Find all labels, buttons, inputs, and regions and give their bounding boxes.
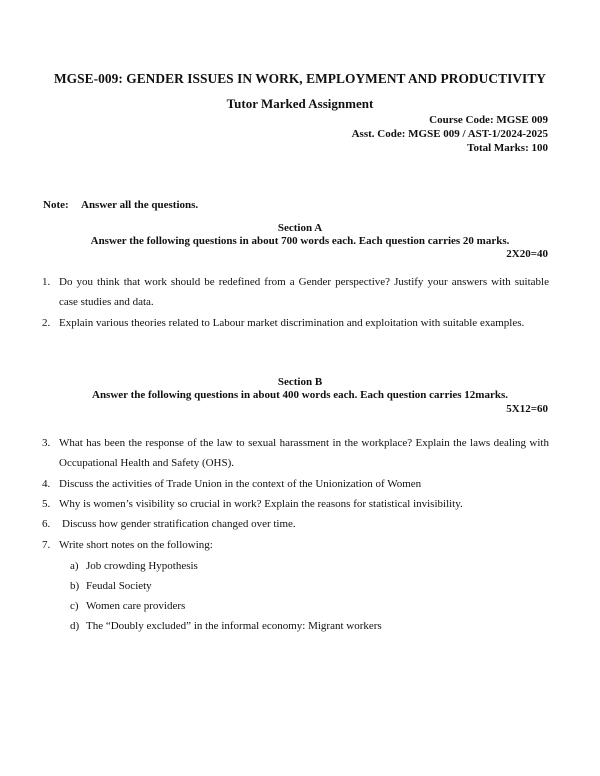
section-a-heading: Section A bbox=[277, 222, 323, 234]
section-b-instruction: Answer the following questions in about 400 words each. Each question carries 12marks. bbox=[92, 389, 508, 401]
sub-item-d bbox=[70, 620, 382, 632]
question-text: Discuss how gender stratification changed over time. bbox=[62, 518, 296, 530]
assignment-code: Asst. Code: MGSE 009 / AST-1/2024-2025 bbox=[351, 128, 548, 140]
course-code: Course Code: MGSE 009 bbox=[429, 114, 548, 126]
sub-item-c bbox=[70, 600, 185, 612]
section-b-heading: Section B bbox=[277, 376, 323, 388]
question-number: 5. bbox=[42, 498, 51, 510]
sub-item-text: The “Doubly excluded” in the informal economy: Migrant workers bbox=[86, 620, 382, 632]
section-a-instruction: Answer the following questions in about 700 words each. Each question carries 20 marks. bbox=[90, 235, 510, 247]
sub-item-a bbox=[70, 560, 198, 572]
note-label: Note: bbox=[43, 199, 69, 211]
total-marks: Total Marks: 100 bbox=[467, 142, 548, 154]
question-text: Why is women’s visibility so crucial in work? Explain the reasons for statistical invisibility. bbox=[59, 498, 463, 510]
sub-item-b bbox=[70, 580, 152, 592]
question-number: 4. bbox=[42, 478, 51, 490]
question-text: Discuss the activities of Trade Union in the context of the Unionization of Women bbox=[59, 478, 422, 490]
question-6 bbox=[42, 514, 549, 534]
document-title: MGSE-009: GENDER ISSUES IN WORK, EMPLOYMENT AND PRODUCTIVITY bbox=[53, 71, 547, 86]
question-text: What has been the response of the law to sexual harassment in the workplace? Explain the laws dealing with Occupational Health and Safety (OHS). bbox=[59, 437, 549, 469]
question-1 bbox=[42, 272, 549, 312]
question-number: 2. bbox=[42, 317, 51, 329]
question-number: 3. bbox=[42, 437, 51, 449]
document-subtitle: Tutor Marked Assignment bbox=[226, 96, 374, 111]
question-4 bbox=[42, 474, 549, 494]
sub-item-text: Feudal Society bbox=[86, 580, 152, 592]
question-text: Do you think that work should be redefined from a Gender perspective? Justify your answers with suitable case studies and data. bbox=[59, 276, 549, 308]
sub-item-letter: a) bbox=[70, 560, 79, 572]
section-b-marks: 5X12=60 bbox=[506, 403, 548, 415]
sub-item-letter: c) bbox=[70, 600, 79, 612]
note-text: Answer all the questions. bbox=[81, 199, 199, 211]
sub-item-text: Women care providers bbox=[86, 600, 186, 612]
question-7 bbox=[42, 535, 549, 555]
question-number: 7. bbox=[42, 539, 51, 551]
question-5 bbox=[42, 494, 549, 514]
section-a-marks: 2X20=40 bbox=[506, 248, 548, 260]
question-text: Write short notes on the following: bbox=[59, 539, 213, 551]
sub-item-letter: d) bbox=[70, 620, 80, 632]
sub-item-text: Job crowding Hypothesis bbox=[86, 560, 198, 572]
sub-item-letter: b) bbox=[70, 580, 80, 592]
question-2 bbox=[42, 313, 549, 333]
question-number: 1. bbox=[42, 276, 51, 288]
note bbox=[43, 199, 198, 211]
question-3 bbox=[42, 433, 549, 473]
question-number: 6. bbox=[42, 518, 51, 530]
question-text: Explain various theories related to Labour market discrimination and exploitation with suitable examples. bbox=[59, 317, 525, 329]
